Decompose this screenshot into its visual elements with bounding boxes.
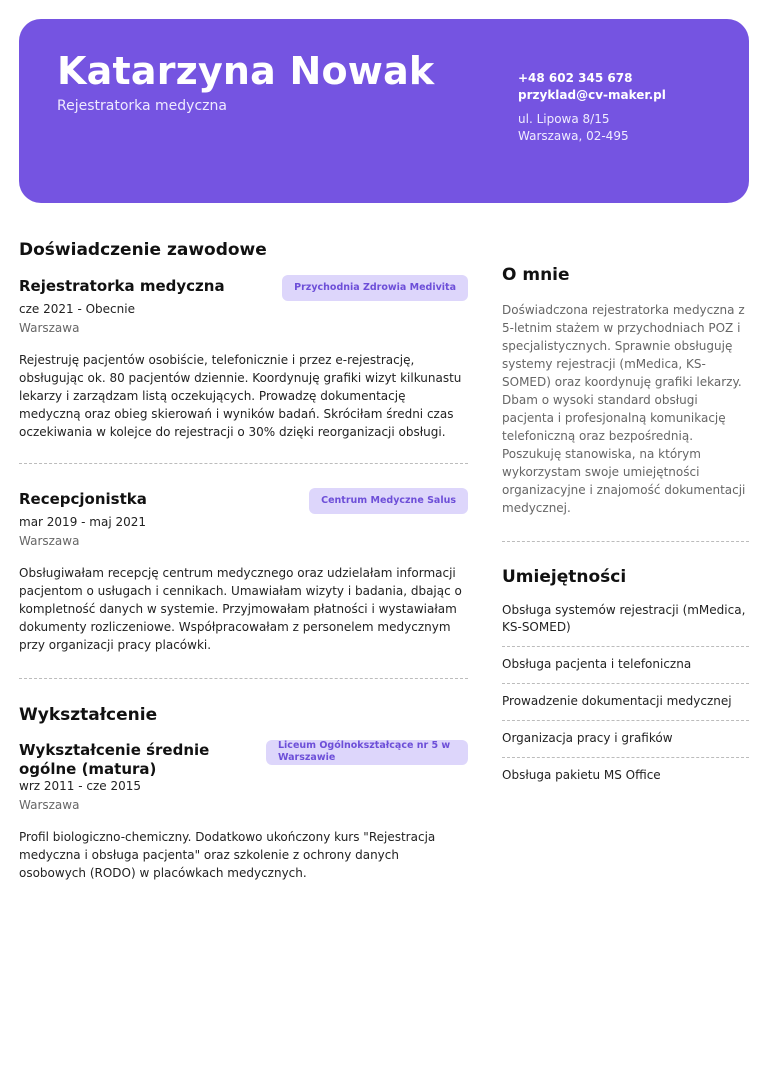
- education-section-title: Wykształcenie: [19, 705, 158, 725]
- job-city: Warszawa: [19, 321, 80, 335]
- right-column: [502, 265, 749, 794]
- address-street: ul. Lipowa 8/15: [518, 112, 610, 126]
- phone-number[interactable]: +48 602 345 678: [518, 71, 633, 85]
- skills-section-title: Umiejętności: [502, 567, 627, 587]
- candidate-name: Katarzyna Nowak: [57, 49, 435, 93]
- experience-section-title: Doświadczenie zawodowe: [19, 240, 267, 260]
- divider: [19, 463, 468, 464]
- email-address[interactable]: przyklad@cv-maker.pl: [518, 88, 666, 102]
- candidate-role: Rejestratorka medyczna: [57, 98, 227, 114]
- about-section-title: O mnie: [502, 265, 570, 285]
- job-city: Warszawa: [19, 534, 80, 548]
- job-title: Recepcjonistka: [19, 490, 147, 508]
- education-description: Profil biologiczno-chemiczny. Dodatkowo ukończony kurs "Rejestracja medyczna i obsługa pacjenta" oraz szkolenie z ochrony danych osobowych (RODO) w placówkach medycznych.: [19, 830, 436, 880]
- company-badge: Przychodnia Zdrowia Medivita: [282, 275, 468, 301]
- education-dates: wrz 2011 - cze 2015: [19, 779, 141, 793]
- skill-item: Obsługa pacjenta i telefoniczna: [502, 647, 749, 684]
- header-banner: [19, 19, 749, 203]
- skill-item: Organizacja pracy i grafików: [502, 721, 749, 758]
- skill-item: Obsługa pakietu MS Office: [502, 768, 661, 782]
- experience-item: [19, 490, 468, 654]
- left-column: [19, 240, 468, 882]
- about-text: Doświadczona rejestratorka medyczna z 5-letnim stażem w przychodniach POZ i specjalistycznych. Sprawnie obsługuję systemy rejestracji (mMedica, KS-SOMED) oraz koordynuję grafiki lekarzy. Dbam o wysoki standard obsługi pacjenta i profesjonalną komunikację telefoniczną oraz bezpośrednią. Poszukuję stanowiska, na którym wykorzystam swoje umiejętności organizacyjne i znajomość dokumentacji medycznej.: [502, 303, 746, 515]
- education-city: Warszawa: [19, 798, 80, 812]
- skill-item: Prowadzenie dokumentacji medycznej: [502, 684, 749, 721]
- address: [518, 111, 666, 145]
- divider: [19, 678, 468, 679]
- skills-list: [502, 593, 749, 794]
- school-badge: Liceum Ogólnokształcące nr 5 w Warszawie: [266, 740, 468, 765]
- education-title: Wykształcenie średnie ogólne (matura): [19, 741, 210, 778]
- contact-info: [518, 70, 666, 145]
- job-description: Rejestruję pacjentów osobiście, telefonicznie i przez e-rejestrację, obsługując ok. 80 pacjentów dziennie. Koordynuję grafiki wizyt kilkunastu lekarzy i zarządzam listą oczekujących. Prowadzę dokumentację medyczną oraz obieg skierowań i wyników badań. Skróciłam średni czas oczekiwania w kolejce do rejestracji o 30% dzięki reorganizacji obsługi.: [19, 353, 462, 439]
- company-badge: Centrum Medyczne Salus: [309, 488, 468, 514]
- job-description: Obsługiwałam recepcję centrum medycznego oraz udzielałam informacji pacjentom o usługach i cennikach. Umawiałam wizyty i badania, dbając o kompletność danych w systemie. Przyjmowałam płatności i wystawiałam dokumenty rozliczeniowe. Współpracowałam z personelem medycznym przy organizacji pracy placówki.: [19, 566, 462, 652]
- experience-item: [19, 277, 468, 441]
- skill-item: Obsługa systemów rejestracji (mMedica, KS-SOMED): [502, 593, 749, 647]
- job-title: Rejestratorka medyczna: [19, 277, 225, 295]
- job-dates: cze 2021 - Obecnie: [19, 302, 135, 316]
- job-dates: mar 2019 - maj 2021: [19, 515, 147, 529]
- education-item: [19, 741, 468, 882]
- address-city: Warszawa, 02-495: [518, 129, 629, 143]
- divider: [502, 541, 749, 542]
